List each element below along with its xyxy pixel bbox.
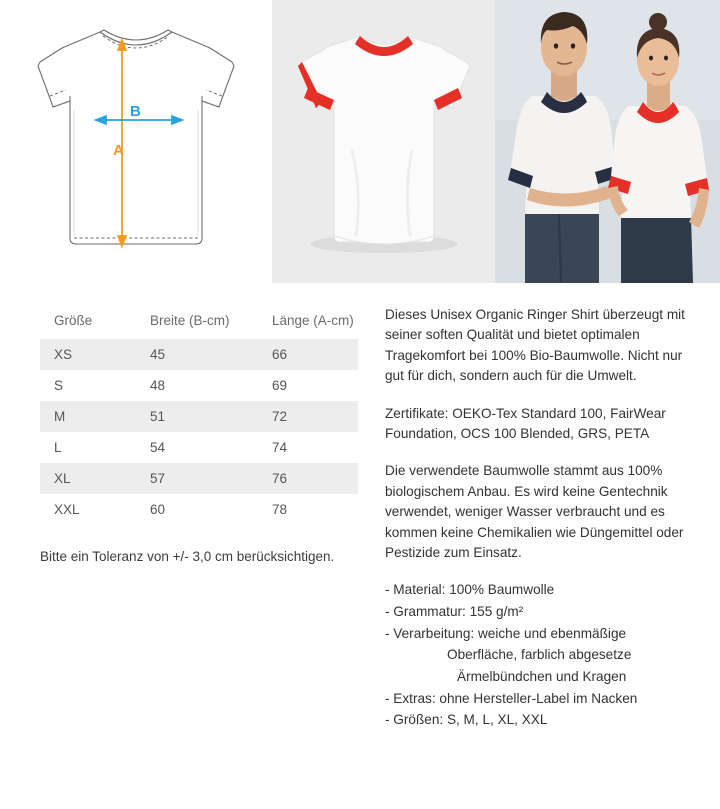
cell-size: L [40, 432, 136, 463]
table-row [40, 432, 358, 463]
spec-weight: - Grammatur: 155 g/m² [385, 603, 524, 619]
width-label: B [130, 103, 141, 120]
description-paragraph-1: Dieses Unisex Organic Ringer Shirt überzeugt mit seiner soften Qualität und bietet optimalen Tragekomfort bei 100% Bio-Baumwolle. Nicht nur gut für dich, sondern auch für die Umwelt. [385, 307, 685, 384]
cell-length: 69 [258, 370, 358, 401]
header-width: Breite (B-cm) [136, 305, 258, 339]
cell-width: 45 [136, 339, 258, 370]
spec-extras: - Extras: ohne Hersteller-Label im Nacken [385, 690, 638, 706]
description-column [360, 283, 720, 732]
product-photo-panel [272, 0, 495, 283]
cell-length: 74 [258, 432, 358, 463]
lifestyle-photo-panel [495, 0, 720, 283]
ringer-shirt-photo [272, 0, 495, 283]
technical-drawing-panel [0, 0, 272, 283]
size-table-header-row [40, 305, 358, 339]
table-row [40, 494, 358, 525]
description-paragraph-3: Die verwendete Baumwolle stammt aus 100% biologischem Anbau. Es wird keine Gentechnik verwendet, weniger Wasser verbraucht und es kommen keine Chemikalien wie Düngemittel oder Pestizide zum Einsatz. [385, 463, 684, 560]
models-wearing-shirts [495, 0, 720, 283]
cell-width: 51 [136, 401, 258, 432]
certificates-paragraph: Zertifikate: OEKO-Tex Standard 100, FairWear Foundation, OCS 100 Blended, GRS, PETA [385, 405, 666, 441]
cell-size: M [40, 401, 136, 432]
cell-length: 72 [258, 401, 358, 432]
cell-width: 54 [136, 432, 258, 463]
cell-length: 78 [258, 494, 358, 525]
cell-width: 60 [136, 494, 258, 525]
table-row [40, 370, 358, 401]
spec-sizes: - Größen: S, M, L, XL, XXL [385, 712, 548, 728]
size-table-column [0, 283, 360, 732]
length-label: A [113, 142, 124, 159]
tshirt-technical-drawing [0, 0, 272, 283]
cell-length: 66 [258, 339, 358, 370]
product-details [0, 283, 720, 732]
spec-finishing: - Verarbeitung: weiche und ebenmäßige [385, 625, 627, 641]
spec-finishing-line-3: Ärmelbündchen und Kragen [457, 668, 627, 684]
spec-material: - Material: 100% Baumwolle [385, 582, 555, 598]
header-size: Größe [40, 305, 136, 339]
specs-list [385, 580, 696, 731]
cell-length: 76 [258, 463, 358, 494]
cell-size: XL [40, 463, 136, 494]
cell-size: XXL [40, 494, 136, 525]
cell-size: S [40, 370, 136, 401]
spec-finishing-line-2: Oberfläche, farblich abgesetze [447, 647, 632, 663]
table-row [40, 339, 358, 370]
header-length: Länge (A-cm) [258, 305, 358, 339]
image-strip [0, 0, 720, 283]
cell-width: 48 [136, 370, 258, 401]
tolerance-note: Bitte ein Toleranz von +/- 3,0 cm berücksichtigen. [40, 549, 335, 564]
table-row [40, 463, 358, 494]
cell-size: XS [40, 339, 136, 370]
table-row [40, 401, 358, 432]
cell-width: 57 [136, 463, 258, 494]
size-table [40, 305, 358, 525]
